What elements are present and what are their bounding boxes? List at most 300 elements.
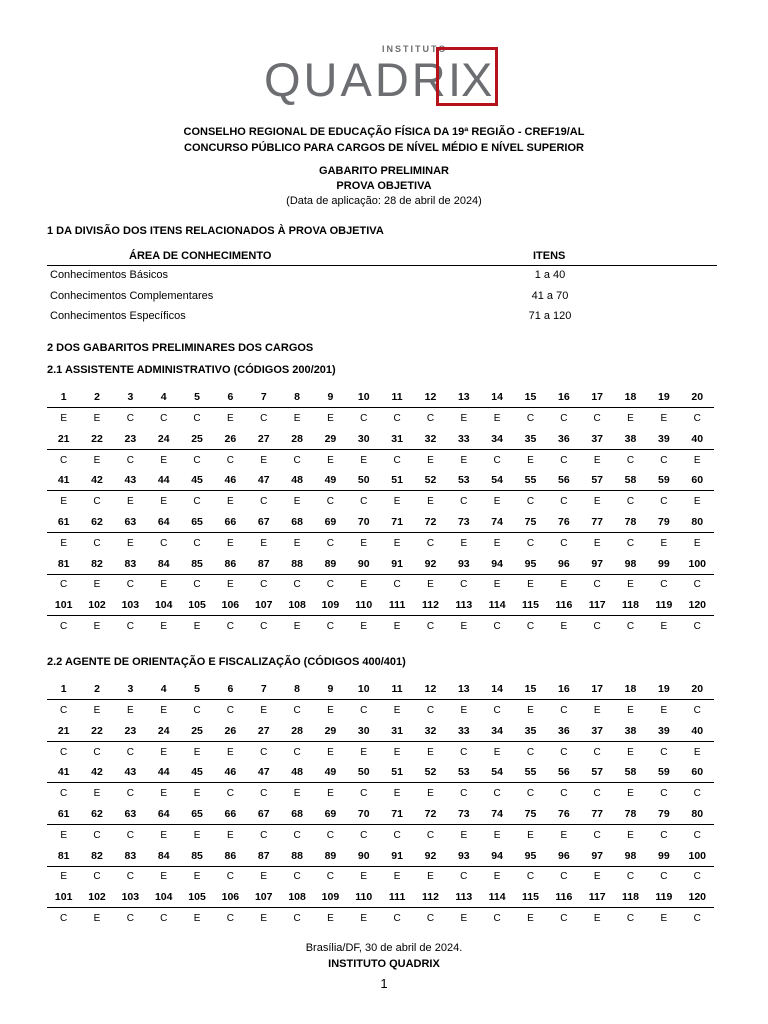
item-answer: E — [193, 620, 201, 632]
answer-row — [47, 491, 714, 512]
item-number: 7 — [247, 679, 280, 700]
item-number: 41 — [47, 762, 80, 783]
item-number: 53 — [447, 470, 480, 491]
item-answer: C — [293, 704, 301, 716]
item-number: 92 — [414, 845, 447, 866]
item-answer: C — [560, 704, 568, 716]
item-number: 11 — [380, 387, 413, 408]
item-answer: C — [660, 579, 668, 591]
item-number: 12 — [414, 679, 447, 700]
item-number: 82 — [80, 553, 113, 574]
item-answer: E — [60, 537, 67, 549]
item-answer: C — [660, 454, 668, 466]
answer-row — [47, 825, 714, 846]
item-answer: E — [493, 829, 501, 841]
item-answer: C — [593, 829, 601, 841]
item-answer: C — [126, 412, 134, 424]
item-number: 81 — [47, 553, 80, 574]
item-answer: E — [260, 454, 268, 466]
item-number: 50 — [347, 470, 380, 491]
item-number: 60 — [681, 762, 714, 783]
item-answer: E — [160, 829, 168, 841]
item-number: 104 — [147, 887, 180, 908]
item-number: 14 — [480, 387, 513, 408]
header-line2: CONCURSO PÚBLICO PARA CARGOS DE NÍVEL MÉDIO E NÍVEL SUPERIOR — [184, 142, 584, 154]
item-answer: E — [527, 579, 534, 591]
item-number: 102 — [80, 887, 113, 908]
item-answer: E — [293, 788, 301, 800]
item-answer: E — [93, 579, 101, 591]
item-number: 51 — [380, 470, 413, 491]
area-name: Conhecimentos Básicos — [50, 269, 169, 281]
item-number: 9 — [314, 387, 347, 408]
item-number: 20 — [681, 679, 714, 700]
item-number: 107 — [247, 595, 280, 616]
item-answer: E — [160, 454, 168, 466]
item-answer: E — [593, 496, 601, 508]
item-answer: E — [327, 746, 334, 758]
item-answer: C — [426, 412, 435, 424]
item-number: 22 — [80, 429, 113, 450]
item-number: 58 — [614, 470, 647, 491]
item-answer: E — [627, 746, 634, 758]
cargo1-answer-table — [47, 387, 714, 637]
item-answer: E — [193, 912, 201, 924]
item-number: 111 — [380, 595, 413, 616]
item-answer: C — [526, 537, 535, 549]
item-number: 99 — [647, 845, 680, 866]
item-answer: C — [426, 620, 435, 632]
item-number: 38 — [614, 721, 647, 742]
item-answer: C — [360, 496, 368, 508]
cargo1-title: 2.1 ASSISTENTE ADMINISTRATIVO (CÓDIGOS 200/201) — [47, 364, 336, 376]
item-answer: E — [493, 537, 501, 549]
item-number: 26 — [214, 721, 247, 742]
item-number: 43 — [114, 762, 147, 783]
item-number: 87 — [247, 553, 280, 574]
item-number: 37 — [581, 429, 614, 450]
item-answer: C — [93, 746, 101, 758]
item-number: 115 — [514, 595, 547, 616]
item-answer: E — [693, 746, 701, 758]
item-number: 107 — [247, 887, 280, 908]
item-number: 116 — [547, 887, 580, 908]
item-answer: E — [227, 412, 234, 424]
item-answer: E — [327, 912, 334, 924]
item-number: 102 — [80, 595, 113, 616]
item-answer: C — [626, 912, 635, 924]
item-answer: E — [393, 496, 401, 508]
item-answer: C — [660, 496, 668, 508]
item-number: 8 — [280, 387, 313, 408]
item-number: 103 — [114, 887, 147, 908]
item-answer: E — [193, 829, 201, 841]
item-answer: C — [660, 829, 668, 841]
item-number: 29 — [314, 429, 347, 450]
col-items-header: ITENS — [533, 250, 566, 262]
item-answer: C — [460, 746, 468, 758]
item-number: 68 — [280, 804, 313, 825]
item-answer: C — [226, 912, 234, 924]
item-answer: E — [593, 537, 601, 549]
item-number: 22 — [80, 721, 113, 742]
item-answer: C — [193, 412, 201, 424]
item-answer: E — [627, 788, 634, 800]
item-answer: C — [693, 704, 701, 716]
item-number: 44 — [147, 762, 180, 783]
item-answer: C — [193, 704, 201, 716]
item-answer: C — [626, 620, 635, 632]
section2-title: 2 DOS GABARITOS PRELIMINARES DOS CARGOS — [47, 342, 314, 354]
item-answer: E — [493, 579, 501, 591]
item-number: 24 — [147, 429, 180, 450]
item-number-row — [47, 679, 714, 700]
item-answer: C — [560, 496, 568, 508]
item-number: 112 — [414, 887, 447, 908]
item-answer: C — [593, 746, 601, 758]
item-answer: E — [393, 871, 401, 883]
item-number: 63 — [114, 804, 147, 825]
item-answer: C — [626, 496, 635, 508]
item-number: 34 — [480, 429, 513, 450]
item-answer: E — [160, 788, 168, 800]
item-answer: E — [193, 788, 201, 800]
item-answer: C — [693, 912, 701, 924]
item-number: 2 — [80, 387, 113, 408]
item-answer: E — [360, 871, 368, 883]
item-answer: E — [227, 579, 234, 591]
item-answer: C — [460, 788, 468, 800]
item-answer: C — [293, 912, 301, 924]
item-answer: C — [693, 412, 701, 424]
item-number: 83 — [114, 553, 147, 574]
item-number: 79 — [647, 512, 680, 533]
item-number: 27 — [247, 429, 280, 450]
item-answer: E — [327, 412, 334, 424]
item-number: 31 — [380, 429, 413, 450]
item-number: 1 — [47, 679, 80, 700]
item-number: 6 — [214, 387, 247, 408]
item-answer: C — [193, 579, 201, 591]
item-answer: C — [260, 579, 268, 591]
item-number-row — [47, 512, 714, 533]
item-number: 45 — [180, 470, 213, 491]
item-number: 83 — [114, 845, 147, 866]
item-number: 100 — [681, 553, 714, 574]
item-answer: C — [126, 579, 134, 591]
item-number: 89 — [314, 553, 347, 574]
item-number: 48 — [280, 762, 313, 783]
item-number: 53 — [447, 762, 480, 783]
item-number: 61 — [47, 512, 80, 533]
item-answer: C — [526, 788, 535, 800]
item-answer: E — [560, 620, 568, 632]
item-number: 36 — [547, 721, 580, 742]
item-answer: E — [493, 496, 501, 508]
area-table — [47, 248, 717, 328]
item-answer: C — [593, 412, 601, 424]
page-number: 1 — [380, 976, 388, 991]
area-row — [47, 287, 717, 308]
item-answer: E — [393, 537, 401, 549]
item-number: 60 — [681, 470, 714, 491]
item-answer: C — [560, 537, 568, 549]
item-number: 33 — [447, 721, 480, 742]
item-answer: E — [93, 788, 101, 800]
item-answer: C — [260, 412, 268, 424]
item-answer: E — [527, 704, 534, 716]
item-answer: C — [226, 704, 234, 716]
item-answer: C — [260, 829, 268, 841]
item-answer: E — [60, 412, 67, 424]
item-number: 10 — [347, 387, 380, 408]
item-answer: C — [226, 788, 234, 800]
item-number: 42 — [80, 762, 113, 783]
item-answer: E — [260, 704, 268, 716]
item-answer: C — [460, 871, 468, 883]
item-number: 69 — [314, 512, 347, 533]
item-number: 89 — [314, 845, 347, 866]
item-number: 55 — [514, 470, 547, 491]
item-number: 61 — [47, 804, 80, 825]
item-number: 108 — [280, 595, 313, 616]
item-number: 100 — [681, 845, 714, 866]
item-number: 47 — [247, 762, 280, 783]
item-number: 12 — [414, 387, 447, 408]
item-number: 110 — [347, 887, 380, 908]
item-number: 20 — [681, 387, 714, 408]
item-number: 17 — [581, 679, 614, 700]
item-answer: E — [327, 454, 334, 466]
item-answer: E — [627, 579, 634, 591]
item-number: 28 — [280, 721, 313, 742]
item-answer: C — [560, 412, 568, 424]
item-answer: E — [127, 496, 134, 508]
item-number: 117 — [581, 595, 614, 616]
item-number: 3 — [114, 387, 147, 408]
item-answer: E — [627, 704, 634, 716]
item-number: 72 — [414, 512, 447, 533]
item-number: 73 — [447, 804, 480, 825]
item-number: 92 — [414, 553, 447, 574]
item-number: 74 — [480, 804, 513, 825]
item-number: 106 — [214, 595, 247, 616]
item-answer: E — [360, 746, 368, 758]
item-number: 25 — [180, 721, 213, 742]
item-answer: C — [60, 746, 68, 758]
item-number: 40 — [681, 721, 714, 742]
answer-row — [47, 783, 714, 804]
item-number: 59 — [647, 762, 680, 783]
item-answer: C — [560, 454, 568, 466]
area-items: 71 a 120 — [528, 310, 572, 322]
item-number: 118 — [614, 595, 647, 616]
item-answer: E — [360, 537, 368, 549]
item-answer: E — [127, 537, 134, 549]
item-number: 78 — [614, 804, 647, 825]
answer-row — [47, 616, 714, 637]
item-number: 116 — [547, 595, 580, 616]
item-number: 114 — [480, 595, 513, 616]
item-answer: C — [126, 912, 134, 924]
item-answer: E — [260, 537, 268, 549]
item-answer: C — [526, 412, 535, 424]
item-number: 95 — [514, 845, 547, 866]
item-answer: C — [60, 912, 68, 924]
item-number: 57 — [581, 762, 614, 783]
item-answer: C — [426, 829, 435, 841]
item-number: 72 — [414, 804, 447, 825]
item-number: 19 — [647, 679, 680, 700]
item-number-row — [47, 762, 714, 783]
section1-title: 1 DA DIVISÃO DOS ITENS RELACIONADOS À PROVA OBJETIVA — [47, 225, 384, 237]
item-answer: C — [360, 829, 368, 841]
item-answer: C — [193, 537, 201, 549]
item-number: 32 — [414, 429, 447, 450]
item-number: 16 — [547, 679, 580, 700]
item-number: 30 — [347, 429, 380, 450]
item-answer: C — [126, 454, 134, 466]
cargo2-title: 2.2 AGENTE DE ORIENTAÇÃO E FISCALIZAÇÃO (CÓDIGOS 400/401) — [47, 656, 406, 668]
item-number: 13 — [447, 387, 480, 408]
header-line1: CONSELHO REGIONAL DE EDUCAÇÃO FÍSICA DA 19ª REGIÃO - CREF19/AL — [183, 126, 585, 138]
item-answer: E — [260, 912, 268, 924]
item-answer: E — [660, 412, 668, 424]
item-number: 40 — [681, 429, 714, 450]
item-answer: C — [360, 704, 368, 716]
item-number-row — [47, 595, 714, 616]
item-number: 97 — [581, 845, 614, 866]
item-answer: E — [427, 788, 434, 800]
cargo2-answer-table — [47, 679, 714, 929]
item-number: 87 — [247, 845, 280, 866]
item-answer: E — [393, 620, 401, 632]
item-number: 105 — [180, 887, 213, 908]
item-answer: C — [426, 912, 435, 924]
item-number: 65 — [180, 804, 213, 825]
item-answer: E — [293, 620, 301, 632]
item-number: 35 — [514, 721, 547, 742]
item-number: 94 — [480, 845, 513, 866]
item-number: 47 — [247, 470, 280, 491]
item-number: 99 — [647, 553, 680, 574]
item-number: 80 — [681, 804, 714, 825]
item-answer: E — [560, 829, 568, 841]
item-number: 85 — [180, 845, 213, 866]
item-answer: C — [126, 871, 134, 883]
item-number: 98 — [614, 845, 647, 866]
item-number: 101 — [47, 595, 80, 616]
item-answer: E — [393, 788, 401, 800]
item-number: 70 — [347, 512, 380, 533]
item-number: 16 — [547, 387, 580, 408]
answer-row — [47, 408, 714, 429]
item-number: 64 — [147, 512, 180, 533]
item-number: 29 — [314, 721, 347, 742]
item-answer: C — [393, 412, 401, 424]
item-answer: E — [127, 704, 134, 716]
item-answer: C — [126, 746, 134, 758]
item-number: 111 — [380, 887, 413, 908]
item-number: 6 — [214, 679, 247, 700]
item-number: 97 — [581, 553, 614, 574]
item-number: 75 — [514, 804, 547, 825]
item-answer: E — [593, 871, 601, 883]
item-answer: C — [60, 620, 68, 632]
item-answer: C — [560, 788, 568, 800]
item-answer: C — [326, 829, 335, 841]
item-number: 18 — [614, 387, 647, 408]
item-answer: E — [160, 579, 168, 591]
item-number: 4 — [147, 387, 180, 408]
item-number: 45 — [180, 762, 213, 783]
item-number: 4 — [147, 679, 180, 700]
item-number-row — [47, 721, 714, 742]
item-answer: E — [160, 496, 168, 508]
item-number: 109 — [314, 595, 347, 616]
item-number: 113 — [447, 595, 480, 616]
item-number: 44 — [147, 470, 180, 491]
item-answer: C — [526, 746, 535, 758]
area-row — [47, 307, 717, 328]
area-name: Conhecimentos Específicos — [50, 310, 186, 322]
item-answer: E — [460, 454, 468, 466]
item-number: 51 — [380, 762, 413, 783]
item-number: 46 — [214, 762, 247, 783]
item-number: 43 — [114, 470, 147, 491]
item-number: 48 — [280, 470, 313, 491]
item-number: 110 — [347, 595, 380, 616]
item-number: 70 — [347, 804, 380, 825]
item-answer: E — [193, 871, 201, 883]
item-number: 118 — [614, 887, 647, 908]
item-number: 24 — [147, 721, 180, 742]
item-answer: C — [126, 788, 134, 800]
item-answer: C — [293, 746, 301, 758]
item-answer: C — [193, 496, 201, 508]
item-number: 37 — [581, 721, 614, 742]
item-answer: E — [527, 454, 534, 466]
item-answer: E — [593, 912, 601, 924]
item-number: 23 — [114, 721, 147, 742]
item-answer: E — [260, 871, 268, 883]
item-number: 67 — [247, 804, 280, 825]
item-answer: C — [693, 788, 701, 800]
item-number: 14 — [480, 679, 513, 700]
item-answer: C — [526, 871, 535, 883]
item-answer: C — [693, 620, 701, 632]
item-answer: E — [693, 537, 701, 549]
item-answer: E — [160, 704, 168, 716]
item-number: 62 — [80, 804, 113, 825]
item-number: 78 — [614, 512, 647, 533]
item-answer: E — [527, 829, 534, 841]
item-number: 117 — [581, 887, 614, 908]
item-answer: E — [360, 579, 368, 591]
item-number: 32 — [414, 721, 447, 742]
item-answer: C — [593, 788, 601, 800]
answer-row — [47, 533, 714, 554]
item-number: 49 — [314, 470, 347, 491]
item-answer: E — [627, 829, 634, 841]
item-number-row — [47, 553, 714, 574]
item-number: 63 — [114, 512, 147, 533]
item-answer: C — [526, 496, 535, 508]
item-number: 74 — [480, 512, 513, 533]
item-number: 84 — [147, 845, 180, 866]
item-number-row — [47, 470, 714, 491]
item-answer: C — [160, 537, 168, 549]
